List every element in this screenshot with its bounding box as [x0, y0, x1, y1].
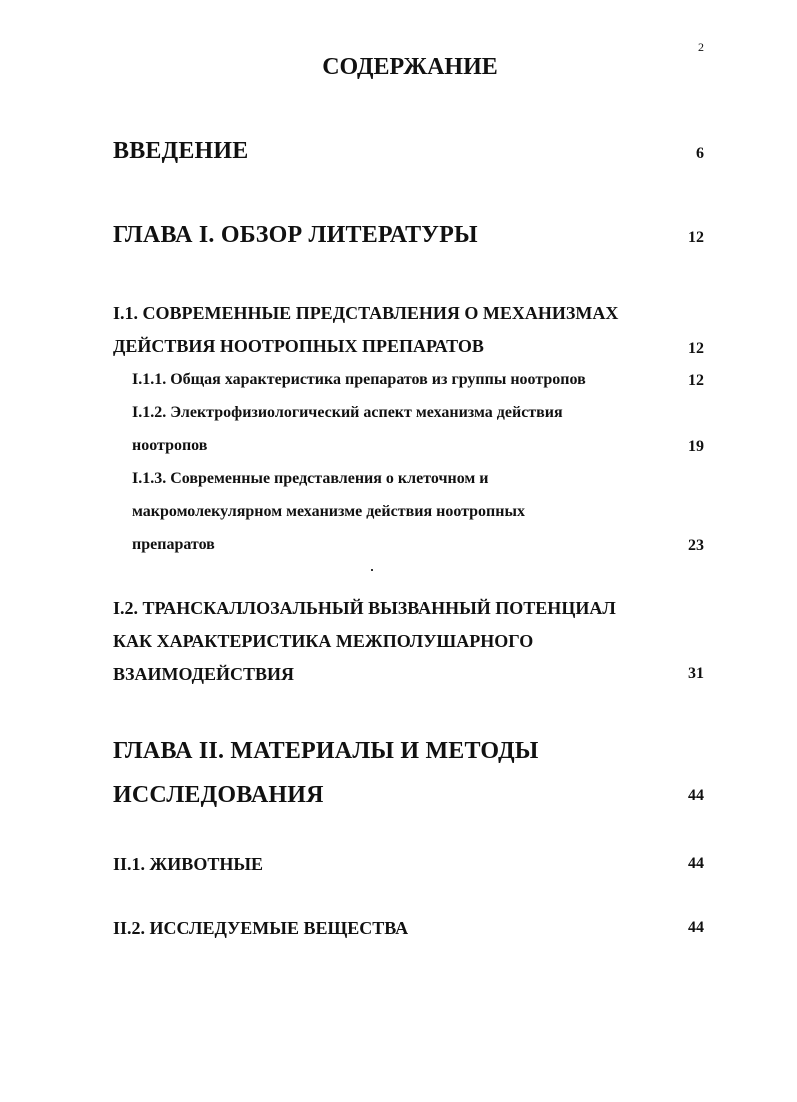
toc-page-section-2-2: 44 — [688, 919, 704, 936]
toc-page-section-1-1: 12 — [688, 340, 704, 357]
scan-speck — [371, 569, 373, 571]
toc-page-section-1-2: 31 — [688, 665, 704, 682]
page-title: СОДЕРЖАНИЕ — [322, 54, 498, 80]
toc-entry-section-1-2-line1: I.2. ТРАНСКАЛЛОЗАЛЬНЫЙ ВЫЗВАННЫЙ ПОТЕНЦИАЛ — [113, 598, 616, 618]
toc-entry-section-1-1-2-line1: I.1.2. Электрофизиологический аспект механизма действия — [132, 404, 563, 421]
toc-entry-section-2-2: II.2. ИССЛЕДУЕМЫЕ ВЕЩЕСТВА — [113, 918, 409, 938]
toc-entry-section-2-1: II.1. ЖИВОТНЫЕ — [113, 854, 264, 874]
toc-entry-section-1-1-1: I.1.1. Общая характеристика препаратов из группы ноотропов — [132, 371, 586, 388]
toc-entry-chapter-2-line2: ИССЛЕДОВАНИЯ — [113, 782, 324, 808]
toc-entry-section-1-1-2-line2: ноотропов — [132, 437, 208, 454]
toc-page-section-1-1-3: 23 — [688, 537, 704, 554]
toc-page-chapter-2: 44 — [688, 787, 704, 804]
toc-entry-section-1-2-line2: КАК ХАРАКТЕРИСТИКА МЕЖПОЛУШАРНОГО — [113, 631, 534, 651]
toc-entry-chapter-2-line1: ГЛАВА II. МАТЕРИАЛЫ И МЕТОДЫ — [113, 738, 539, 764]
page-number: 2 — [698, 40, 704, 54]
toc-entry-chapter-1: ГЛАВА I. ОБЗОР ЛИТЕРАТУРЫ — [113, 222, 478, 248]
toc-entry-section-1-1-3-line2: макромолекулярном механизме действия ноотропных — [132, 503, 525, 520]
toc-page-section-2-1: 44 — [688, 855, 704, 872]
toc-entry-section-1-1-3-line1: I.1.3. Современные представления о клеточном и — [132, 470, 489, 487]
toc-entry-section-1-2-line3: ВЗАИМОДЕЙСТВИЯ — [113, 664, 295, 684]
toc-entry-intro: ВВЕДЕНИЕ — [113, 138, 249, 164]
toc-entry-section-1-1-line1: I.1. СОВРЕМЕННЫЕ ПРЕДСТАВЛЕНИЯ О МЕХАНИЗМАХ — [113, 303, 619, 323]
toc-entry-section-1-1-line2: ДЕЙСТВИЯ НООТРОПНЫХ ПРЕПАРАТОВ — [113, 336, 484, 356]
toc-page-section-1-1-1: 12 — [688, 372, 704, 389]
toc-page-section-1-1-2: 19 — [688, 438, 704, 455]
toc-entry-section-1-1-3-line3: препаратов — [132, 536, 215, 553]
toc-page-chapter-1: 12 — [688, 229, 704, 246]
toc-page-intro: 6 — [696, 145, 704, 162]
